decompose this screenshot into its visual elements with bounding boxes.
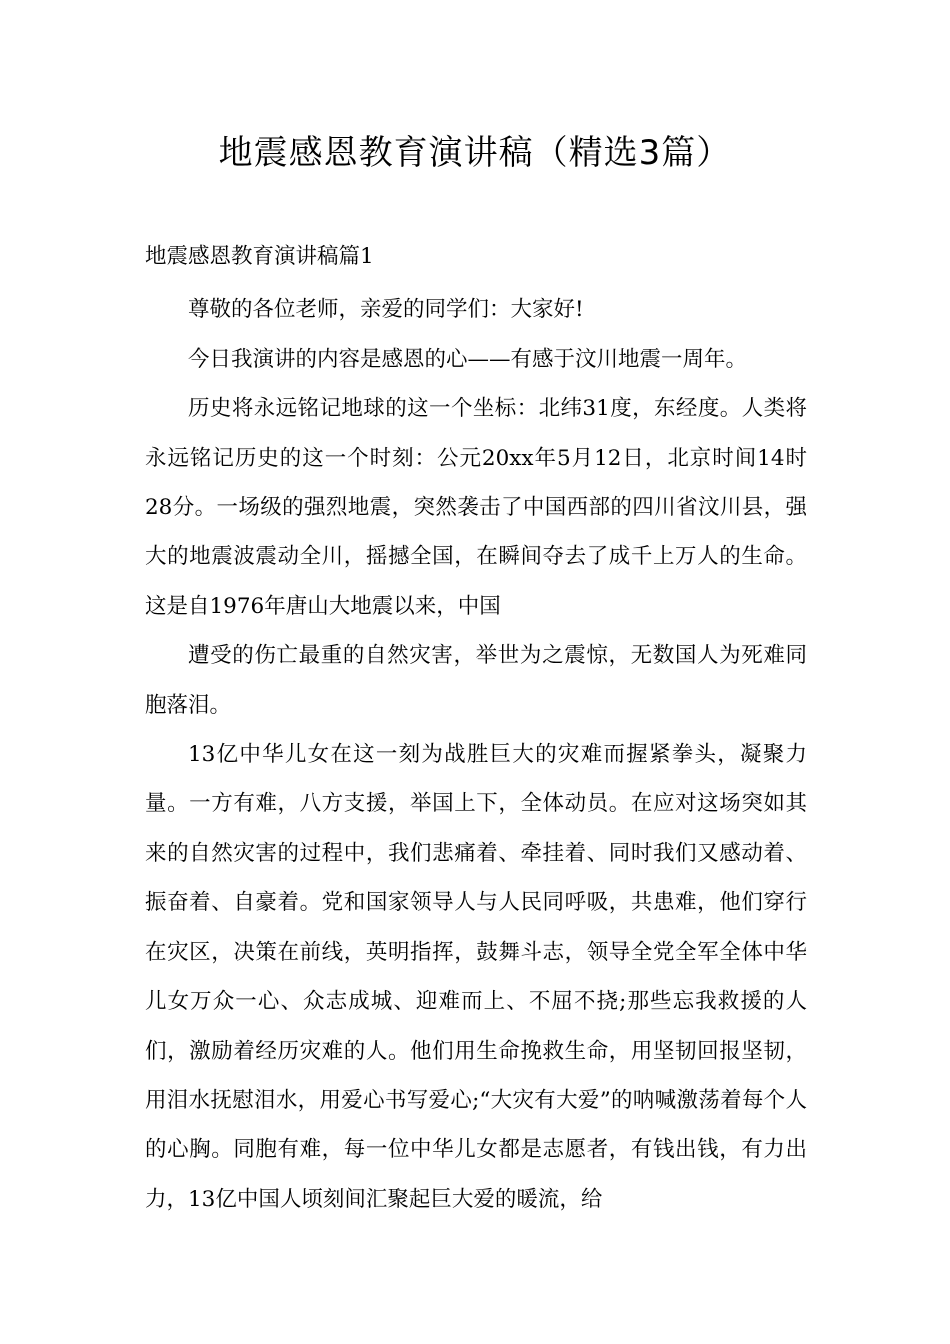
paragraph-disaster: 遭受的伤亡最重的自然灾害，举世为之震惊，无数国人为死难同胞落泪。	[145, 643, 807, 718]
document-title: 地震感恩教育演讲稿（精选3篇）	[218, 133, 732, 173]
section-heading: 地震感恩教育演讲稿篇1	[145, 244, 374, 269]
document-body	[145, 232, 807, 1224]
paragraph-greeting: 尊敬的各位老师，亲爱的同学们：大家好!	[188, 297, 584, 323]
paragraph-unity: 13亿中华儿女在这一刻为战胜巨大的灾难而握紧拳头，凝聚力量。一方有难，八方支援，举国上下，全体动员。在应对这场突如其来的自然灾害的过程中，我们悲痛着、牵挂着、同时我们又感动着、振奋着、自豪着。党和国家领导人与人民同呼吸，共患难，他们穿行在灾区，决策在前线，英明指挥，鼓舞斗志，领导全党全军全体中华儿女万众一心、众志成城、迎难而上、不屈不挠;那些忘我救援的人们，激励着经历灾难的人。他们用生命挽救生命，用坚韧回报坚韧，用泪水抚慰泪水，用爱心书写爱心;“大灾有大爱”的呐喊激荡着每个人的心胸。同胞有难，每一位中华儿女都是志愿者，有钱出钱，有力出力，13亿中国人顷刻间汇聚起巨大爱的暖流，给	[145, 742, 807, 1212]
paragraph-topic: 今日我演讲的内容是感恩的心——有感于汶川地震一周年。	[188, 346, 748, 372]
paragraph-history: 历史将永远铭记地球的这一个坐标：北纬31度，东经度。人类将永远铭记历史的这一个时刻：公元20xx年5月12日，北京时间14时28分。一场级的强烈地震，突然袭击了中国西部的四川省汶川县，强大的地震波震动全川，摇撼全国，在瞬间夺去了成千上万人的生命。这是自1976年唐山大地震以来，中国	[145, 396, 807, 619]
